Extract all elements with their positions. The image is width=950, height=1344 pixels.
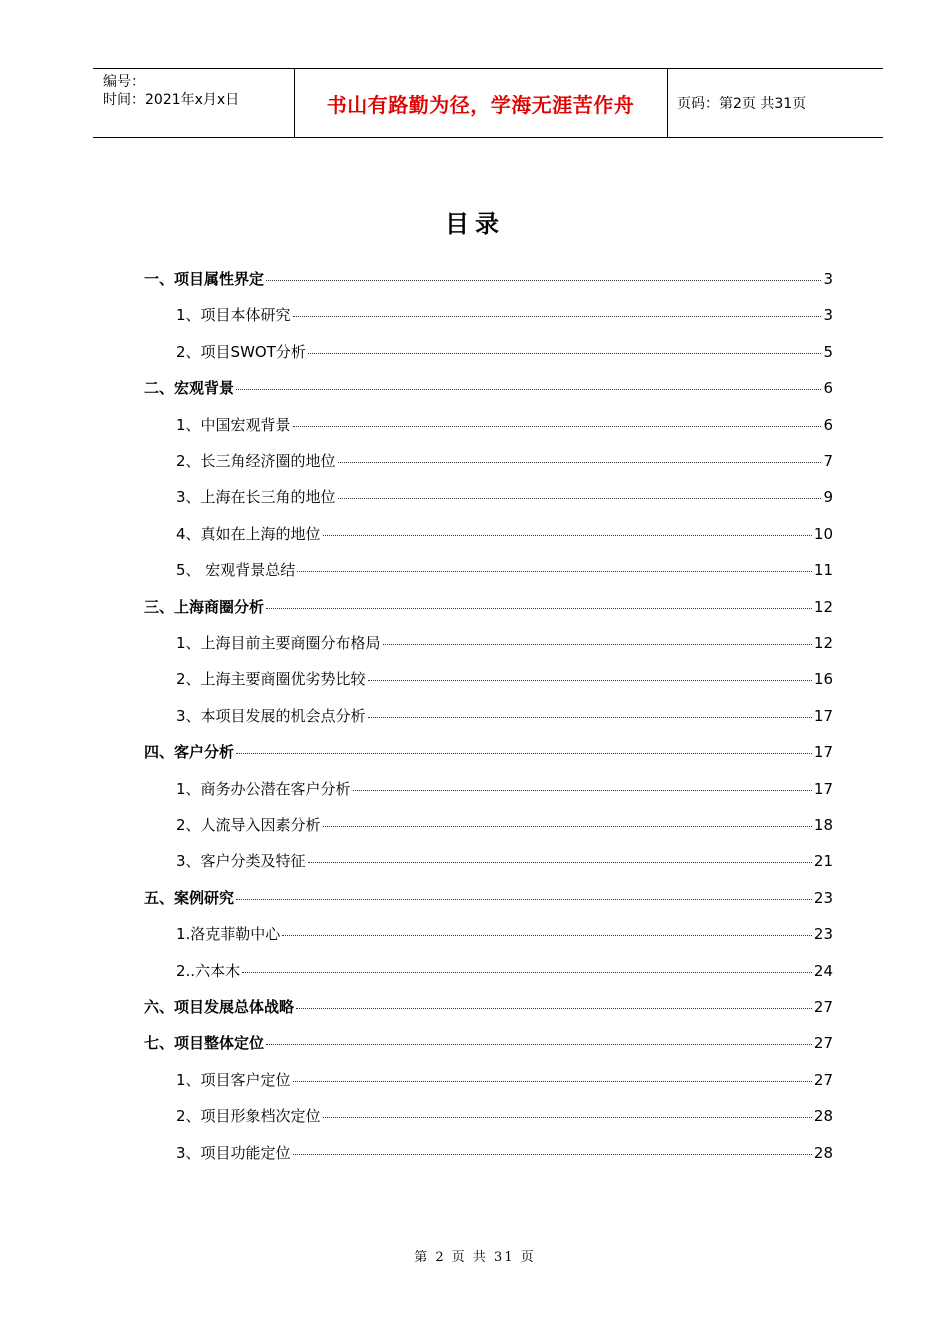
number-label: 编号： [103, 74, 145, 90]
toc-leader-dots [308, 353, 822, 354]
header-page-info: 页码：第2页 共31页 [677, 96, 807, 112]
toc-entry-label: 2、项目形象档次定位 [176, 1107, 321, 1125]
toc-entry-label: 3、上海在长三角的地位 [176, 488, 336, 506]
toc-leader-dots [293, 426, 822, 427]
toc-section-entry[interactable] [144, 377, 833, 399]
toc-section-entry[interactable] [144, 887, 833, 909]
toc-page-number: 28 [813, 1144, 833, 1162]
toc-entry-label: 4、真如在上海的地位 [176, 525, 321, 543]
toc-leader-dots [266, 280, 821, 281]
toc-entry-label: 2..六本木 [176, 962, 241, 980]
toc-entry-label: 2、上海主要商圈优劣势比较 [176, 670, 366, 688]
toc-section-entry[interactable] [144, 268, 833, 290]
toc-page-number: 17 [813, 780, 833, 798]
toc-subsection-entry[interactable] [176, 486, 833, 508]
toc-leader-dots [323, 535, 812, 536]
toc-page-number: 3 [823, 270, 833, 288]
toc-entry-label: 2、人流导入因素分析 [176, 816, 321, 834]
toc-title: 目录 [445, 210, 505, 238]
header-motto: 书山有路勤为径，学海无涯苦作舟 [326, 92, 635, 117]
toc-leader-dots [368, 717, 812, 718]
toc-entry-label: 3、项目功能定位 [176, 1144, 291, 1162]
toc-subsection-entry[interactable] [176, 450, 833, 472]
toc-subsection-entry[interactable] [176, 705, 833, 727]
toc-page-number: 5 [823, 343, 833, 361]
toc-page-number: 23 [813, 889, 833, 907]
toc-page-number: 6 [823, 416, 833, 434]
toc-leader-dots [266, 1044, 812, 1045]
toc-page-number: 24 [813, 962, 833, 980]
toc-leader-dots [236, 389, 821, 390]
toc-leader-dots [293, 1154, 812, 1155]
toc-leader-dots [297, 571, 812, 572]
toc-entry-label: 三、上海商圈分析 [144, 598, 265, 616]
toc-leader-dots [236, 899, 812, 900]
toc-page-number: 11 [813, 561, 833, 579]
toc-leader-dots [338, 462, 822, 463]
toc-subsection-entry[interactable] [176, 923, 833, 945]
toc-page-number: 28 [813, 1107, 833, 1125]
toc-page-number: 17 [813, 743, 833, 761]
toc-page-number: 18 [813, 816, 833, 834]
toc-subsection-entry[interactable] [176, 414, 833, 436]
toc-entry-label: 1、项目客户定位 [176, 1071, 291, 1089]
header-meta [103, 73, 239, 109]
toc-page-number: 12 [813, 634, 833, 652]
toc-entry-label: 2、项目SWOT分析 [176, 343, 306, 361]
toc-page-number: 23 [813, 925, 833, 943]
toc-entry-label: 一、项目属性界定 [144, 270, 265, 288]
toc-page-number: 17 [813, 707, 833, 725]
toc-entry-label: 1、上海目前主要商圈分布格局 [176, 634, 381, 652]
page-footer: 第 2 页 共 31 页 [414, 1250, 536, 1265]
toc-leader-dots [323, 826, 812, 827]
toc-page-number: 7 [823, 452, 833, 470]
toc-entry-label: 1、商务办公潜在客户分析 [176, 780, 351, 798]
toc-subsection-entry[interactable] [176, 850, 833, 872]
toc-subsection-entry[interactable] [176, 814, 833, 836]
toc-page-number: 27 [813, 1071, 833, 1089]
toc-leader-dots [282, 935, 812, 936]
time-label: 时间：2021年x月x日 [103, 92, 240, 108]
toc-subsection-entry[interactable] [176, 1069, 833, 1091]
page-header [93, 68, 883, 138]
toc-subsection-entry[interactable] [176, 1142, 833, 1164]
toc-page-number: 6 [823, 379, 833, 397]
toc-page-number: 12 [813, 598, 833, 616]
toc-entry-label: 七、项目整体定位 [144, 1034, 265, 1052]
toc-subsection-entry[interactable] [176, 1105, 833, 1127]
toc-entry-label: 5、 宏观背景总结 [176, 561, 296, 579]
toc-leader-dots [293, 316, 822, 317]
toc-page-number: 27 [813, 1034, 833, 1052]
toc-subsection-entry[interactable] [176, 778, 833, 800]
toc-page-number: 16 [813, 670, 833, 688]
toc-entry-label: 五、案例研究 [144, 889, 235, 907]
toc-subsection-entry[interactable] [176, 668, 833, 690]
toc-leader-dots [296, 1008, 812, 1009]
toc-subsection-entry[interactable] [176, 960, 833, 982]
toc-leader-dots [323, 1117, 812, 1118]
toc-entry-label: 六、项目发展总体战略 [144, 998, 295, 1016]
toc-leader-dots [338, 498, 822, 499]
toc-entry-label: 1.洛克菲勒中心 [176, 925, 281, 943]
toc-leader-dots [236, 753, 812, 754]
toc-subsection-entry[interactable] [176, 559, 833, 581]
toc-entry-label: 二、宏观背景 [144, 379, 235, 397]
toc-page-number: 21 [813, 852, 833, 870]
toc-subsection-entry[interactable] [176, 523, 833, 545]
header-divider [667, 69, 668, 137]
toc-entry-label: 3、本项目发展的机会点分析 [176, 707, 366, 725]
toc-entry-label: 四、客户分析 [144, 743, 235, 761]
toc-section-entry[interactable] [144, 1032, 833, 1054]
toc-subsection-entry[interactable] [176, 304, 833, 326]
toc-leader-dots [242, 972, 812, 973]
toc-page-number: 10 [813, 525, 833, 543]
toc-entry-label: 1、项目本体研究 [176, 306, 291, 324]
toc-leader-dots [353, 790, 812, 791]
toc-page-number: 27 [813, 998, 833, 1016]
toc-leader-dots [266, 608, 812, 609]
toc-leader-dots [368, 680, 812, 681]
toc-entry-label: 1、中国宏观背景 [176, 416, 291, 434]
toc-page-number: 3 [823, 306, 833, 324]
toc-entry-label: 2、长三角经济圈的地位 [176, 452, 336, 470]
toc-entry-label: 3、客户分类及特征 [176, 852, 306, 870]
toc-section-entry[interactable] [144, 996, 833, 1018]
toc-page-number: 9 [823, 488, 833, 506]
toc-leader-dots [293, 1081, 812, 1082]
toc-leader-dots [383, 644, 812, 645]
toc-subsection-entry[interactable] [176, 341, 833, 363]
toc-section-entry[interactable] [144, 741, 833, 763]
toc-leader-dots [308, 862, 812, 863]
toc-section-entry[interactable] [144, 596, 833, 618]
toc-subsection-entry[interactable] [176, 632, 833, 654]
